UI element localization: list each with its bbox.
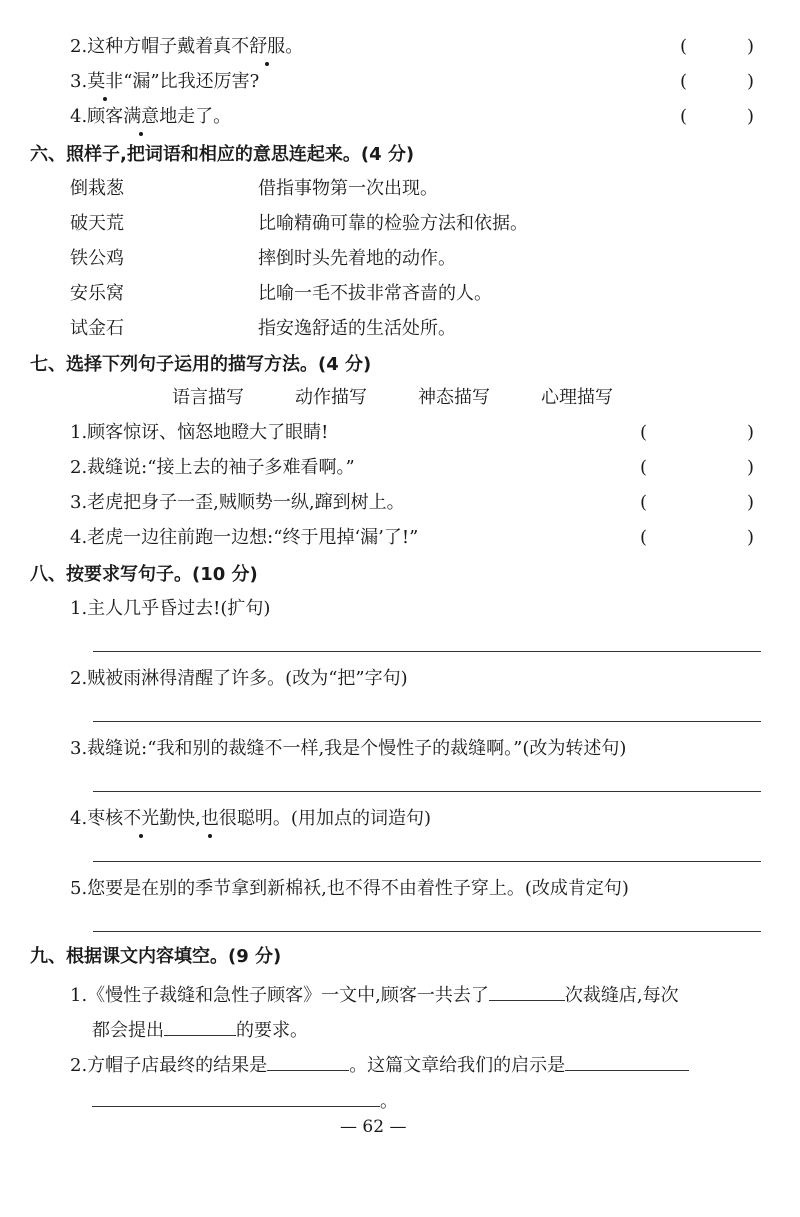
s8-item: 3.裁缝说:“我和别的裁缝不一样,我是个慢性子的裁缝啊。”(改为转述句)	[70, 738, 627, 759]
s5-item-4: 4.顾客满意地走了。	[70, 104, 231, 130]
term[interactable]: 铁公鸡	[70, 248, 124, 269]
answer-paren[interactable]: ( )	[680, 106, 755, 127]
fill-blank[interactable]	[164, 1015, 236, 1036]
s8-item: 2.贼被雨淋得清醒了许多。(改为“把”字句)	[70, 668, 408, 689]
dotted-word: 满意	[123, 104, 159, 130]
dotted-word: 莫非	[87, 69, 123, 95]
answer-line[interactable]	[93, 721, 761, 722]
s7-item: 3.老虎把身子一歪,贼顺势一纵,蹿到树上。	[70, 492, 405, 513]
dotted-word: 不光	[123, 806, 159, 832]
answer-line[interactable]	[93, 651, 761, 652]
term[interactable]: 试金石	[70, 318, 124, 339]
s8-item: 1.主人几乎昏过去!(扩句)	[70, 598, 271, 619]
term[interactable]: 破天荒	[70, 213, 124, 234]
answer-line[interactable]	[93, 791, 761, 792]
meaning[interactable]: 摔倒时头先着地的动作。	[258, 248, 456, 269]
section7-heading: 七、选择下列句子运用的描写方法。(4 分)	[30, 354, 372, 375]
meaning[interactable]: 借指事物第一次出现。	[258, 178, 438, 199]
s7-item: 4.老虎一边往前跑一边想:“终于甩掉‘漏’了!”	[70, 527, 419, 548]
answer-paren[interactable]: ( )	[640, 457, 755, 478]
page-number: — 62 —	[340, 1117, 407, 1137]
s5-item-2: 2.这种方帽子戴着真不舒服。	[70, 34, 303, 60]
answer-paren[interactable]: ( )	[640, 422, 755, 443]
answer-line[interactable]	[93, 861, 761, 862]
s5-item-3: 3.莫非“漏”比我还厉害?	[70, 69, 259, 95]
meaning[interactable]: 比喻精确可靠的检验方法和依据。	[258, 213, 528, 234]
fill-blank[interactable]	[565, 1050, 689, 1071]
meaning[interactable]: 比喻一毛不拔非常吝啬的人。	[258, 283, 492, 304]
section8-heading: 八、按要求写句子。(10 分)	[30, 564, 258, 585]
s9-q2-line2: 。	[92, 1086, 398, 1115]
section6-heading: 六、照样子,把词语和相应的意思连起来。(4 分)	[30, 144, 415, 165]
answer-paren[interactable]: ( )	[640, 527, 755, 548]
section9-heading: 九、根据课文内容填空。(9 分)	[30, 946, 282, 967]
meaning[interactable]: 指安逸舒适的生活处所。	[258, 318, 456, 339]
fill-blank[interactable]	[92, 1086, 380, 1107]
answer-paren[interactable]: ( )	[680, 36, 755, 57]
s9-q2-line1: 2.方帽子店最终的结果是 。这篇文章给我们的启示是	[70, 1050, 689, 1079]
s8-item: 4.枣核不光勤快,也很聪明。(用加点的词造句)	[70, 806, 431, 832]
answer-paren[interactable]: ( )	[640, 492, 755, 513]
dotted-word: 也	[201, 806, 219, 832]
s7-item: 2.裁缝说:“接上去的袖子多难看啊。”	[70, 457, 355, 478]
term[interactable]: 倒栽葱	[70, 178, 124, 199]
option: 神态描写	[418, 387, 490, 408]
fill-blank[interactable]	[489, 980, 565, 1001]
option: 语言描写	[172, 387, 244, 408]
answer-line[interactable]	[93, 931, 761, 932]
term[interactable]: 安乐窝	[70, 283, 124, 304]
s8-item: 5.您要是在别的季节拿到新棉袄,也不得不由着性子穿上。(改成肯定句)	[70, 878, 629, 899]
s9-q1-line2: 都会提出 的要求。	[92, 1015, 308, 1044]
option: 动作描写	[295, 387, 367, 408]
fill-blank[interactable]	[267, 1050, 349, 1071]
s7-item: 1.顾客惊讶、恼怒地瞪大了眼睛!	[70, 422, 329, 443]
option: 心理描写	[541, 387, 613, 408]
dotted-word: 舒服	[249, 34, 285, 60]
answer-paren[interactable]: ( )	[680, 71, 755, 92]
s9-q1-line1: 1.《慢性子裁缝和急性子顾客》一文中,顾客一共去了 次裁缝店,每次	[70, 980, 679, 1009]
